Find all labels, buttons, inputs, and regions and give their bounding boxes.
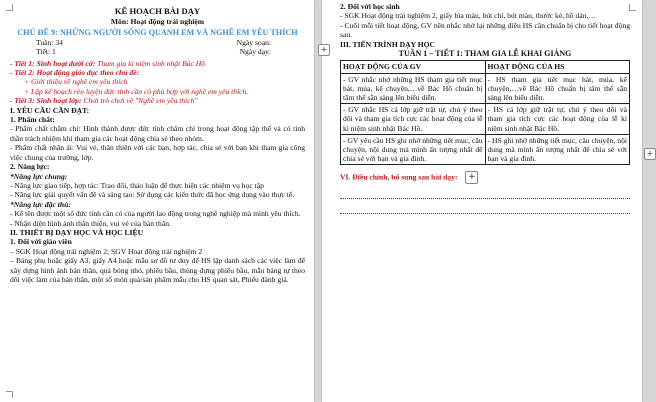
paragraph: - SGK Hoạt động trải nghiệm 2, giấy bìa màu, bút chì, bút màu, thước kẻ, hồ dán,…	[340, 11, 596, 21]
paragraph: – Bảng phụ hoặc giấy A3, giấy A4 hoặc mẫu sơ đồ tư duy để HS lập danh sách các việc làm để xây dựng hình ảnh bản thân, quả bóng nhỏ, phiếu bầu, thùng đựng phiếu bầu, mẫu bảng tự theo dõi việc làm của bản thân, một số món quà/sản phẩm mẫu cho HS quan sát, Phiếu đánh giá.	[10, 256, 305, 284]
page-left-content[interactable]	[10, 6, 305, 284]
subsection-heading: 1. Đối với giáo viên	[10, 237, 72, 247]
paragraph: - Năng lực giải quyết vấn đề và sáng tạo: Sử dụng các kiến thức đã học ứng dụng vào thực tế.	[10, 190, 295, 200]
prep-date-label: Ngày soạn:	[236, 37, 271, 47]
lesson3-text: Chơi trò chơi về "Nghề em yêu thích"	[81, 96, 198, 106]
topic-heading: CHỦ ĐỀ 9: NHỮNG NGƯỜI SỐNG QUANH EM VÀ NGHỀ EM YÊU THÍCH	[17, 28, 298, 38]
section-heading: III. TIẾN TRÌNH DẠY HỌC	[340, 39, 436, 49]
lesson1-label: - Tiết 1: Sinh hoạt dưới cờ:	[10, 58, 96, 68]
margin-corner-mark	[629, 4, 636, 11]
period-label: Tiết: 1	[36, 47, 56, 57]
dotted-line	[340, 203, 630, 214]
subheading: *Năng lực chung:	[10, 171, 68, 181]
lesson1-line	[10, 59, 305, 68]
document-page-left	[0, 0, 314, 402]
table-row	[341, 73, 630, 104]
table-cell[interactable]: - GV nhắc nhở những HS tham gia tiết mục hát, múa, kể chuyện,…về Bác Hồ chuẩn bị tâm thế sẵn sàng lên biểu diễn.	[341, 73, 486, 104]
section-heading: I. YÊU CẦU CẦN ĐẠT:	[10, 105, 90, 115]
table-cell[interactable]: - GV yêu cầu HS ghi nhớ những tiết mục, câu chuyện, nội dung mà mình ấn tượng nhất để chia sẻ với bạn và gia đình.	[341, 134, 486, 165]
week-row	[10, 38, 305, 47]
subheading: *Năng lực đặc thù:	[10, 199, 71, 209]
add-column-plus-icon[interactable]: +	[318, 44, 330, 56]
table-header-row	[341, 61, 630, 73]
table-cell[interactable]: - GV nhắc HS cả lớp giữ trật tự, chú ý theo dõi và tham gia tích cực các hoạt động của lễ kỉ niệm sinh nhật Bác Hồ.	[341, 104, 486, 135]
subsection-heading: 2. Đối với học sinh	[340, 2, 400, 11]
table-header-cell: HOẠT ĐỘNG CỦA GV	[341, 61, 486, 73]
adjustment-heading: VI. Điều chỉnh, bổ sung sau bài dạy:	[340, 172, 458, 182]
table-cell[interactable]: - HS ghi nhớ những tiết mục, câu chuyện, nội dung mà mình ấn tượng nhất để chia sẻ với bạn và gia đình.	[485, 134, 630, 165]
lesson3-line	[10, 96, 305, 105]
paragraph: - Phẩm chất chăm chỉ: Hình thành được đức tính chăm chỉ trong hoạt động tập thể và có tinh thần trách nhiệm khi tham gia các hoạt động chia sẻ theo nhóm.	[10, 124, 305, 143]
table-row	[341, 134, 630, 165]
paragraph: – SGK Hoạt động trải nghiệm 2; SGV Hoạt động trải nghiệm 2	[10, 246, 203, 256]
lesson2-label: - Tiết 2: Hoạt động giáo dục theo chủ đề:	[10, 68, 140, 78]
page-right-content[interactable]	[340, 2, 630, 214]
lesson1-text: Tham gia kỉ niệm sinh nhật Bác Hồ	[95, 58, 206, 68]
add-row-plus-icon[interactable]: +	[465, 171, 478, 184]
dotted-line	[340, 188, 630, 199]
subsection-heading: 1. Phẩm chất:	[10, 115, 55, 125]
paragraph: - Cuối mỗi tiết hoạt động, GV nên nhắc nhở lại những điều HS cần chuẩn bị cho tiết hoạt động sau.	[340, 20, 630, 40]
document-title: KẾ HOẠCH BÀI DẠY	[114, 6, 201, 16]
document-page-right	[322, 0, 642, 402]
paragraph: - Năng lực giao tiếp, hợp tác: Trao đổi, thảo luận để thực hiện các nhiệm vụ học tập	[10, 180, 264, 190]
add-column-plus-icon[interactable]: +	[644, 148, 656, 160]
margin-corner-mark	[6, 391, 13, 398]
paragraph: - Phẩm chất nhân ái: Vui vẻ, thân thiện với các bạn, hợp tác, chia sẻ với bạn khi tham gia công việc chung của trường, lớp.	[10, 143, 305, 162]
lesson2-item: + Lập kế hoạch rèn luyện đức tính cần có phù hợp với nghề em yêu thích.	[24, 86, 249, 96]
paragraph: - Nhận diện hình ảnh thân thiện, vui vẻ của bản thân.	[10, 218, 171, 228]
week-label: Tuần: 34	[36, 37, 63, 47]
section-heading: II. THIẾT BỊ DẠY HỌC VÀ HỌC LIỆU	[10, 227, 144, 237]
lesson2-item: + Giới thiệu về nghề em yêu thích	[24, 77, 128, 87]
table-cell[interactable]: - HS tham gia tiết mục hát, múa, kể chuyện,…về Bác Hồ chuẩn bị tâm thế sẵn sàng lên biểu diễn.	[485, 73, 630, 104]
lesson3-label: - Tiết 3: Sinh hoạt lớp:	[10, 96, 82, 106]
table-header-cell: HOẠT ĐỘNG CỦA HS	[485, 61, 630, 73]
paragraph: - Kể tên được một số đức tính cần có của người lao động trong nghề nghiệp mà mình yêu thích.	[10, 209, 301, 219]
teach-date-label: Ngày dạy:	[239, 47, 271, 57]
subject-line: Môn: Hoạt động trải nghiệm	[110, 17, 205, 26]
lesson-heading: TUẦN 1 – TIẾT 1: THAM GIA LỄ KHAI GIẢNG	[398, 49, 572, 59]
table-row	[341, 104, 630, 135]
subsection-heading: 2. Năng lực:	[10, 162, 50, 172]
adjustment-line	[340, 171, 630, 184]
table-cell[interactable]: - HS cả lớp giữ trật tự, chú ý theo dõi và tham gia tích cực các hoạt động của lễ kỉ niệm sinh nhật Bác Hồ.	[485, 104, 630, 135]
period-row	[10, 47, 305, 56]
activities-table[interactable]	[340, 60, 630, 165]
